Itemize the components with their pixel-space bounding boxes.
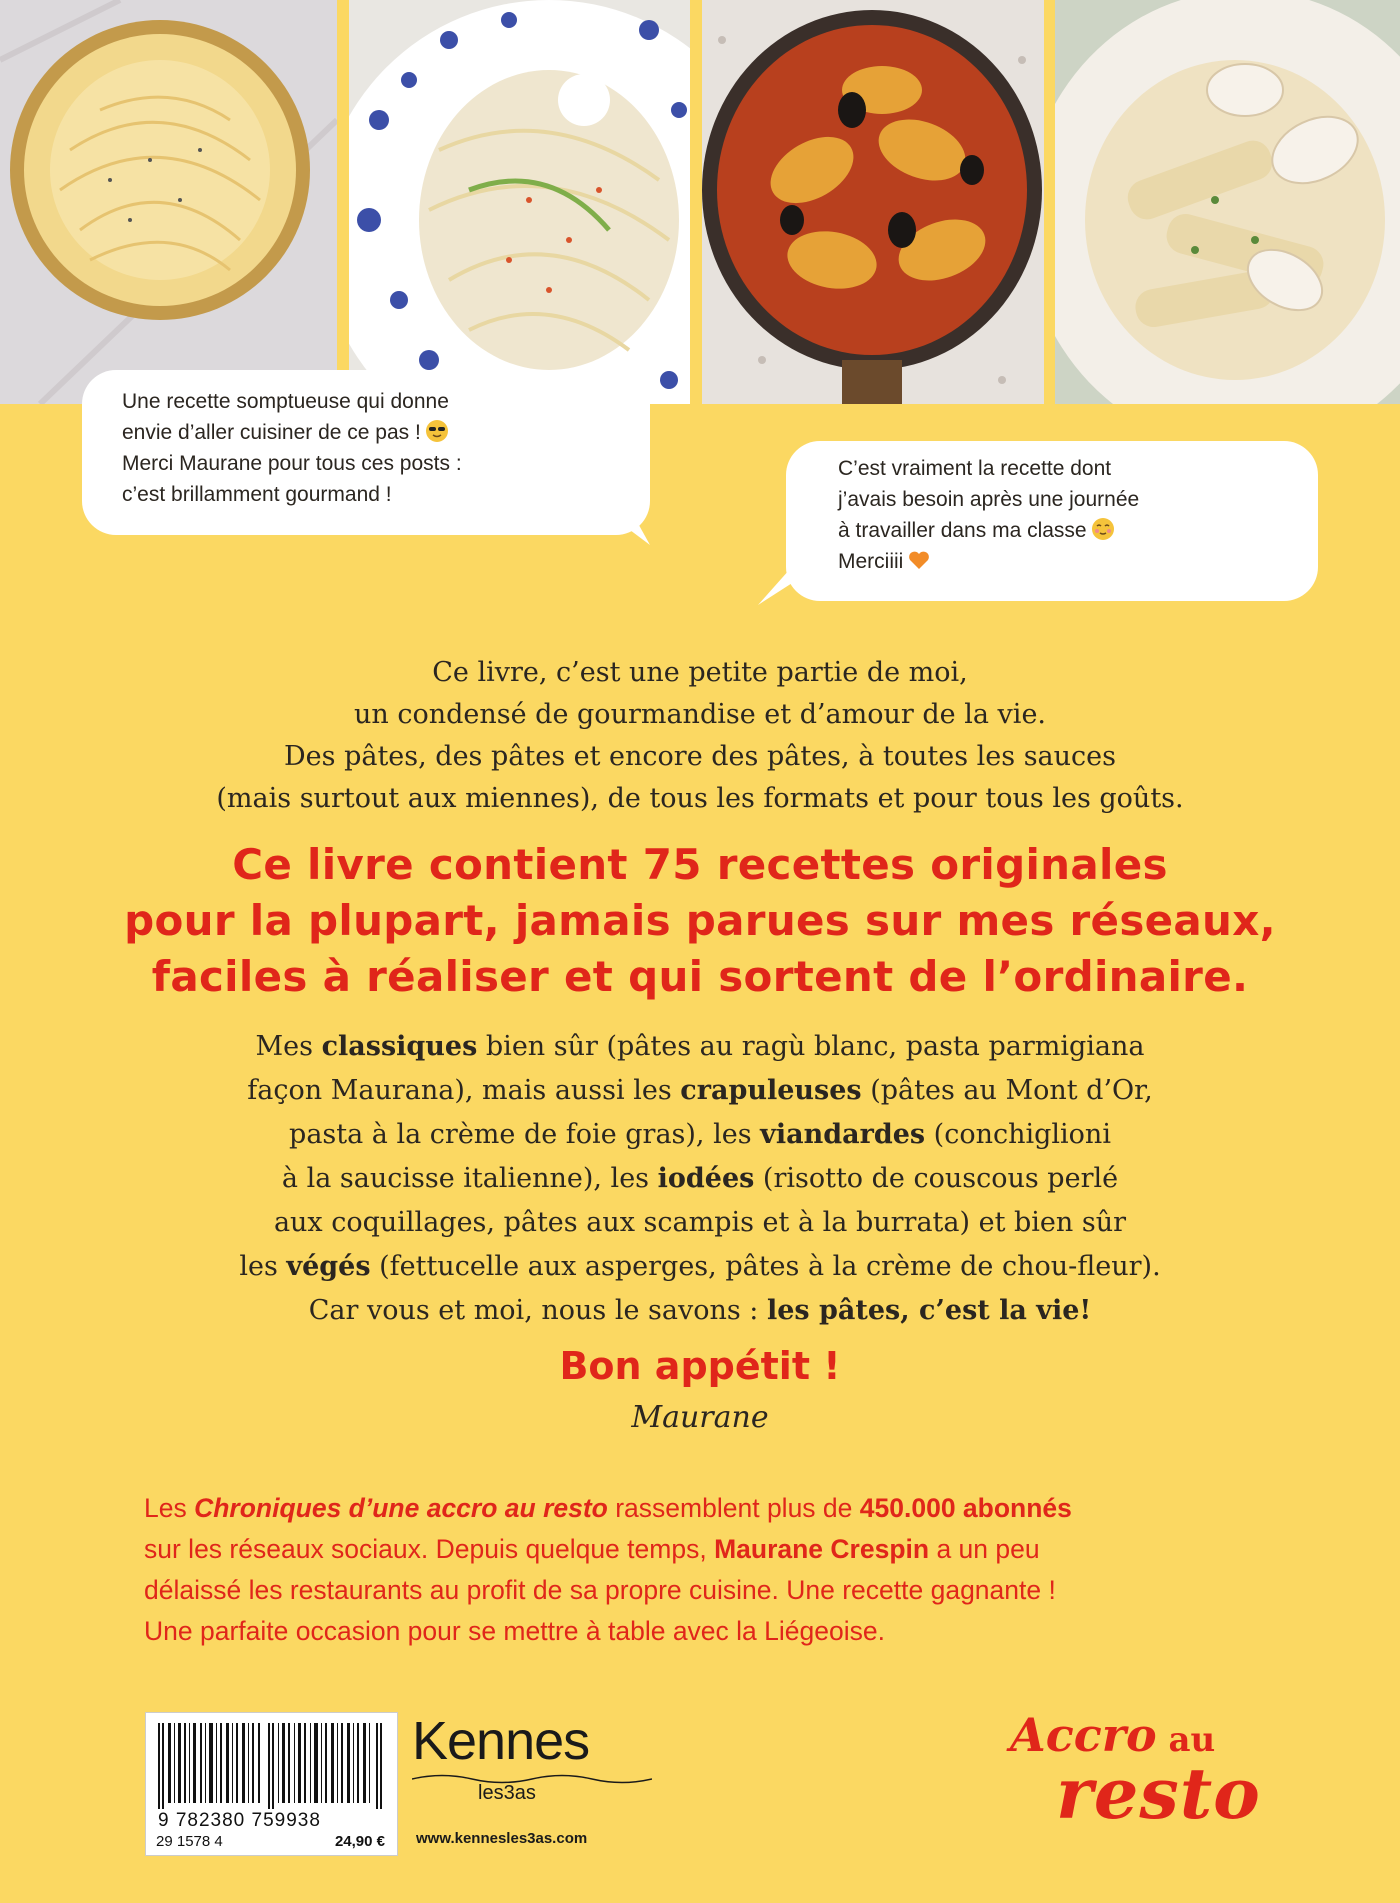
- conchiglioni-gratin-photo: [702, 0, 1044, 404]
- body-line: les végés (fettucelle aux asperges, pâtes à la crème de chou-fleur).: [239, 1251, 1161, 1282]
- intro-line: Ce livre, c’est une petite partie de moi,: [432, 657, 968, 688]
- publisher-imprint: les3as: [478, 1782, 536, 1804]
- bubble-1-line-1: Une recette somptueuse qui donne: [122, 390, 449, 413]
- barcode: [145, 1712, 398, 1856]
- publisher-url: www.kennesles3as.com: [416, 1830, 588, 1847]
- barcode-digits: 9 782380 759938: [158, 1810, 321, 1831]
- smiling-face-emoji-icon: [1091, 517, 1115, 541]
- author-blurb: [144, 1488, 1264, 1652]
- blurb-line: Une parfaite occasion pour se mettre à table avec la Liégeoise.: [144, 1616, 885, 1646]
- intro-text: [0, 652, 1400, 820]
- orange-heart-icon: [907, 548, 931, 572]
- logo-line-1: Accro au: [1010, 1708, 1216, 1762]
- signature: Maurane: [631, 1400, 769, 1435]
- logo-line-2: resto: [1056, 1752, 1261, 1835]
- review-bubble-2: [786, 441, 1318, 601]
- highlight-line: faciles à réaliser et qui sortent de l’ordinaire.: [151, 952, 1249, 1001]
- body-line: Mes classiques bien sûr (pâtes au ragù blanc, pasta parmigiana: [255, 1031, 1145, 1062]
- body-line: Car vous et moi, nous le savons : les pâtes, c’est la vie!: [308, 1295, 1092, 1326]
- publisher-name: Kennes: [412, 1711, 590, 1771]
- intro-line: un condensé de gourmandise et d’amour de la vie.: [353, 699, 1047, 730]
- bubble-1-line-3: Merci Maurane pour tous ces posts :: [122, 452, 462, 475]
- intro-line: Des pâtes, des pâtes et encore des pâtes, à toutes les sauces: [284, 741, 1116, 772]
- blurb-line: sur les réseaux sociaux. Depuis quelque temps, Maurane Crespin a un peu: [144, 1534, 1040, 1564]
- accro-au-resto-logo: [1000, 1700, 1260, 1850]
- review-bubble-1: [82, 370, 650, 535]
- body-line: pasta à la crème de foie gras), les viandardes (conchiglioni: [289, 1119, 1111, 1150]
- bubble-2-line-4: Merciiii: [838, 546, 1318, 577]
- highlight-line: pour la plupart, jamais parues sur mes réseaux,: [124, 896, 1276, 945]
- photo-strip: [0, 0, 1400, 404]
- price: 24,90 €: [334, 1833, 385, 1850]
- sunglasses-emoji-icon: [425, 419, 449, 443]
- pasta-mushroom-photo: [1055, 0, 1400, 404]
- spaghetti-cheese-photo: [0, 0, 337, 404]
- body-line: à la saucisse italienne), les iodées (risotto de couscous perlé: [281, 1163, 1119, 1194]
- bubble-2-line-1: C’est vraiment la recette dont: [838, 457, 1112, 480]
- bubble-1-line-2: envie d’aller cuisiner de ce pas !: [122, 417, 650, 448]
- bubble-1-line-4: c’est brillamment gourmand !: [122, 483, 392, 506]
- blurb-line: Les Chroniques d’une accro au resto rassemblent plus de 450.000 abonnés: [144, 1493, 1072, 1523]
- product-code: 29 1578 4: [156, 1833, 223, 1850]
- intro-line: (mais surtout aux miennes), de tous les formats et pour tous les goûts.: [216, 783, 1184, 814]
- highlight-text: [0, 837, 1400, 1005]
- publisher-logo: [412, 1710, 652, 1860]
- bubble-2-line-3: à travailler dans ma classe: [838, 515, 1318, 546]
- body-line: aux coquillages, pâtes aux scampis et à la burrata) et bien sûr: [273, 1207, 1127, 1238]
- blurb-line: délaissé les restaurants au profit de sa propre cuisine. Une recette gagnante !: [144, 1575, 1056, 1605]
- highlight-line: Ce livre contient 75 recettes originales: [232, 840, 1168, 889]
- bubble-2-line-2: j’avais besoin après une journée: [838, 488, 1140, 511]
- signoff: Bon appétit !: [559, 1344, 841, 1388]
- barcode-bars-icon: [156, 1723, 388, 1809]
- spaghetti-zucchini-photo: [349, 0, 690, 404]
- body-text: [0, 1025, 1400, 1333]
- body-line: façon Maurana), mais aussi les crapuleuses (pâtes au Mont d’Or,: [247, 1075, 1153, 1106]
